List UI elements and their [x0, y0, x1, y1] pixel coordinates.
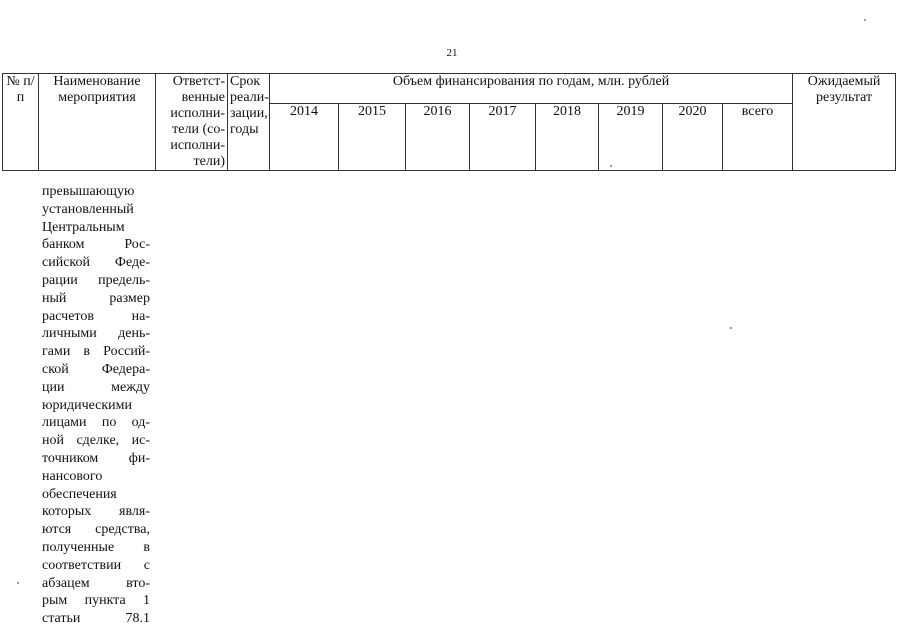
continuation-line: абзацем вто- [42, 575, 150, 591]
header-year-2017: 2017 [470, 104, 536, 171]
continuation-line: установленный [42, 201, 134, 217]
continuation-line: ный размер [42, 290, 150, 306]
continuation-line: ции между [42, 379, 150, 395]
continuation-line: Центральным [42, 219, 125, 235]
continuation-line: соответствии с [42, 557, 150, 573]
continuation-line: юридическими [42, 397, 133, 413]
header-year-total: всего [723, 104, 793, 171]
header-year-2020: 2020 [663, 104, 723, 171]
continuation-line: лицами по од- [42, 415, 150, 431]
scan-speck [730, 327, 732, 329]
continuation-line: банком Рос- [42, 237, 150, 253]
scan-speck [610, 165, 612, 167]
continuation-line: личными день- [42, 326, 150, 342]
continuation-line: расчетов на- [42, 308, 150, 324]
continuation-line: ной сделке, ис- [42, 433, 150, 449]
continuation-line: рации предель- [42, 272, 150, 288]
scan-speck [864, 19, 866, 21]
continuation-line: ются средства, [42, 522, 150, 538]
header-year-2015: 2015 [339, 104, 406, 171]
continuation-line: сийской Феде- [42, 255, 150, 271]
header-responsible: Ответст-венные исполни-тели (со-исполни-тели) [156, 74, 228, 171]
continuation-line: гами в Россий- [42, 344, 150, 360]
header-term: Срок реали-зации, годы [228, 74, 270, 171]
financing-table [2, 73, 896, 171]
header-financing: Объем финансирования по годам, млн. рублей [270, 74, 793, 104]
header-name: Наименование мероприятия [39, 74, 156, 171]
scan-speck [17, 582, 19, 584]
continuation-line: ской Федера- [42, 361, 150, 377]
header-year-2016: 2016 [406, 104, 470, 171]
continuation-text [42, 183, 150, 628]
continuation-line: обеспечения [42, 486, 117, 502]
continuation-line: превышающую [42, 184, 135, 199]
header-num: № п/п [3, 74, 39, 171]
continuation-line: которых явля- [42, 504, 150, 520]
header-year-2019: 2019 [599, 104, 663, 171]
page-number: 21 [446, 47, 458, 59]
continuation-line: статьи 78.1 [42, 611, 150, 627]
header-row-top [3, 74, 896, 104]
header-year-2014: 2014 [270, 104, 339, 171]
header-year-2018: 2018 [536, 104, 599, 171]
continuation-line: нансового [42, 468, 103, 484]
header-result: Ожидаемый результат [793, 74, 896, 171]
continuation-line: полученные в [42, 539, 150, 555]
continuation-line: рым пункта 1 [42, 593, 150, 609]
continuation-line: точником фи- [42, 450, 150, 466]
